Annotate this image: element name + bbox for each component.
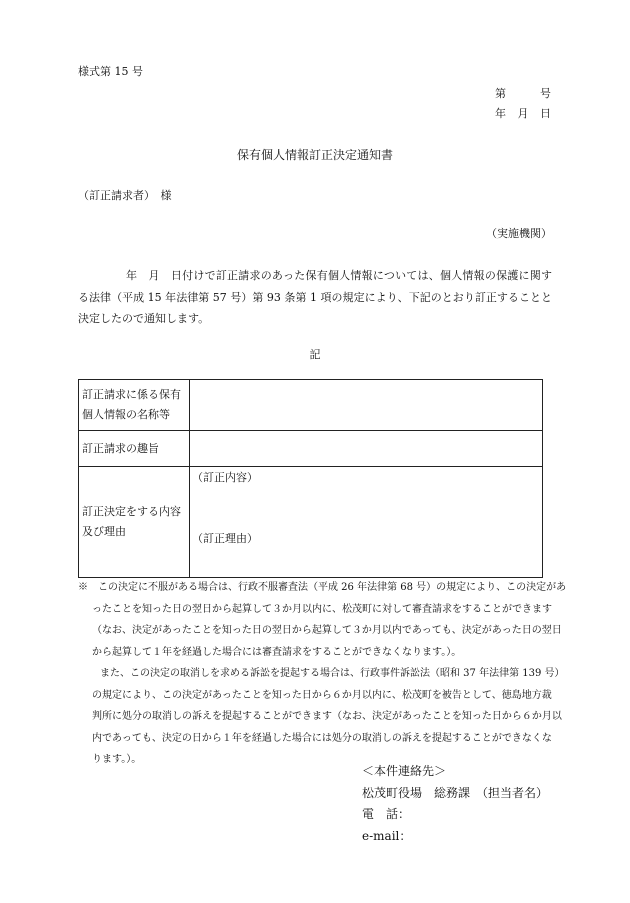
note-line: 内であっても、決定の日から１年を経過した場合には処分の取消しの訴えを提起することができなくな [92,732,552,744]
date-day: 日 [540,107,551,120]
contact-block [362,761,548,847]
doc-number-suffix: 号 [540,87,551,100]
document-title: 保有個人情報訂正決定通知書 [236,148,393,162]
row-content-info-name [190,380,543,431]
label-line: 個人情報の名称等 [82,408,170,421]
date-year: 年 [495,107,506,120]
label-line: 訂正請求の趣旨 [82,441,159,455]
label-line: 及び理由 [82,525,126,538]
note-line: また、この決定の取消しを求める訴訟を提起する場合は、行政事件訴訟法（昭和 37 年法律第 139 号） [100,668,565,679]
label-line: 訂正決定をする内容 [82,505,181,518]
implementing-agency: （実施機関） [486,227,552,240]
contact-phone: 電 話： [362,807,411,821]
table-row [79,431,543,467]
document-number [495,85,551,101]
addressee: （訂正請求者） 様 [78,189,172,202]
note-line: ※ この決定に不服がある場合は、行政不服審査法（平成 26 年法律第 68 号）の規定により、この決定があ [78,582,567,593]
row-label-info-name [79,380,190,431]
doc-number-prefix: 第 [495,87,506,100]
body-paragraph: 年 月 日付けで訂正請求のあった保有個人情報については、個人情報の保護に関する法律（平成 15 年法律第 57 号）第 93 条第 1 項の規定により、下記のとおり訂正することと決定したので通知します。 [78,269,552,325]
info-table [78,379,543,578]
note-line: （なお、決定があったことを知った日の翌日から起算して３か月以内であっても、決定があった日の翌日 [92,625,562,636]
notes [78,577,567,771]
date-month: 月 [517,107,529,120]
table-row [79,380,543,431]
row-label-decision [79,467,190,578]
row-label-request-purpose [79,431,190,467]
label-line: 訂正請求に係る保有 [82,388,181,401]
table-row [79,467,543,578]
ki-heading: 記 [309,348,321,361]
note-line: から起算して１年を経過した場合には審査請求をすることができなくなります。）。 [92,646,462,658]
contact-heading: ＜本件連絡先＞ [362,764,447,778]
note-line: 判所に処分の取消しの訴えを提起することができます（なお、決定があったことを知った日から６か月以 [92,711,562,722]
row-content-request-purpose [190,431,543,467]
form-number: 様式第 15 号 [78,65,143,78]
note-line: ります。）。 [92,754,142,765]
correction-reason-label: （訂正理由） [192,532,258,545]
correction-content-label: （訂正内容） [192,471,258,484]
row-content-decision [190,467,543,578]
contact-office: 松茂町役場 総務課 （担当者名） [362,785,549,800]
document-date [495,105,551,121]
note-line: の規定により、この決定があったことを知った日から６か月以内に、松茂町を被告として、徳島地方裁 [92,689,552,701]
note-line: ったことを知った日の翌日から起算して３か月以内に、松茂町に対して審査請求をすることができます [92,603,552,615]
contact-email: e-mail： [362,828,412,843]
